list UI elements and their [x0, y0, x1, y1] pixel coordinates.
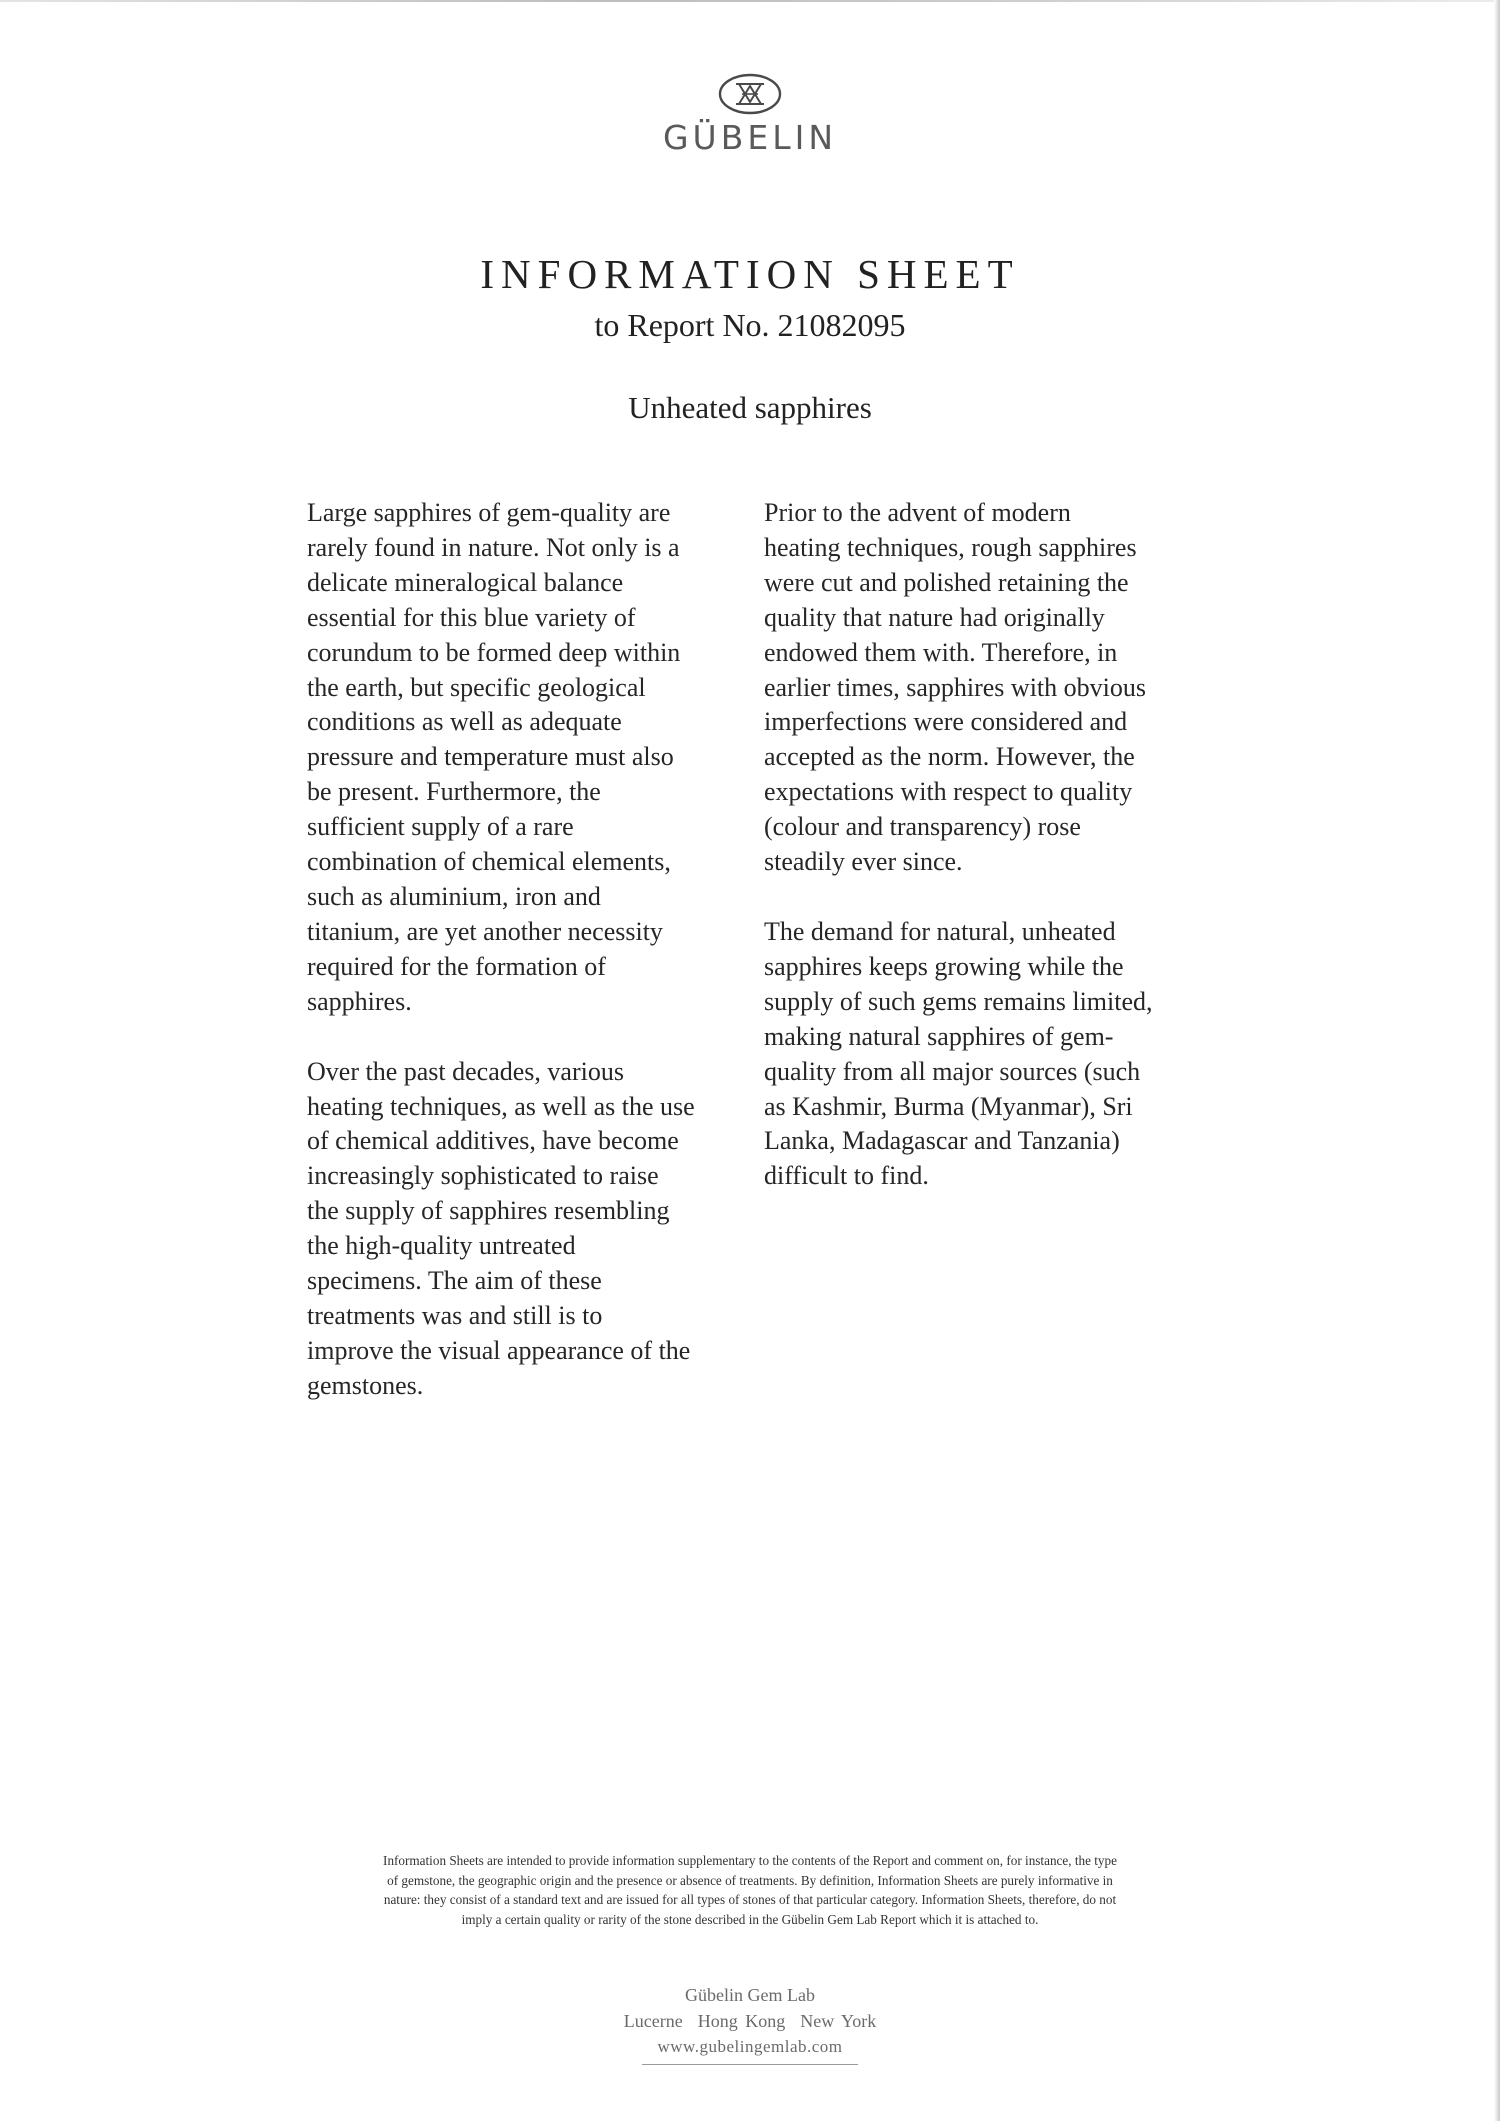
footer [0, 1982, 1500, 2065]
page-subtitle: Unheated sapphires [628, 390, 872, 425]
paragraph: Prior to the advent of modern heating techniques, rough sapphires were cut and polished retaining the quality that nature had originally endowed them with. Therefore, in earlier times, sapphires with obvious imperfections were considered and accepted as the norm. However, the expectations with respect to quality (colour and transparency) rose steadily ever since. [764, 498, 1146, 877]
gubelin-wordmark: GÜBELIN [662, 118, 838, 157]
report-number: to Report No. 21082095 [594, 307, 906, 343]
title-block [0, 248, 1500, 428]
right-column [764, 496, 1204, 1229]
footer-lab-name: Gübelin Gem Lab [685, 1985, 815, 2005]
paragraph: Over the past decades, various heating techniques, as well as the use of chemical additives, have become increasingly sophisticated to raise the supply of sapphires resembling the high-quality untreated specimens. The aim of these treatments was and still is to improve the visual appearance of the gemstones. [307, 1056, 695, 1400]
footer-website-link[interactable]: www.gubelingemlab.com [657, 2037, 843, 2056]
page-title: INFORMATION SHEET [480, 251, 1020, 297]
gubelin-logo [0, 72, 1500, 157]
left-column [307, 496, 747, 1439]
footer-divider [642, 2064, 858, 2065]
gubelin-emblem-icon [717, 72, 783, 116]
paragraph: The demand for natural, unheated sapphires keeps growing while the supply of such gems remains limited, making natural sapphires of gem- quality from all major sources (such as Kashmir, Burma (Myanmar), Sri Lanka, Madagascar and Tanzania) difficult to find. [764, 916, 1153, 1191]
paragraph: Large sapphires of gem-quality are rarely found in nature. Not only is a delicate mineralogical balance essential for this blue variety of corundum to be formed deep within the earth, but specific geological conditions as well as adequate pressure and temperature must also be present. Furthermore, the sufficient supply of a rare combination of chemical elements, such as aluminium, iron and titanium, are yet another necessity required for the formation of sapphires. [307, 498, 681, 1016]
footer-cities: Lucerne Hong Kong New York [623, 2011, 877, 2031]
scan-edge-top [0, 0, 1500, 2]
disclaimer-text: Information Sheets are intended to provide information supplementary to the contents of the Report and comment on, for instance, the type of gemstone, the geographic origin and the presence or absence of treatments. By definition, Information Sheets are purely informative in nature: they consist of a standard text and are issued for all types of stones of that particular category. Information Sheets, therefore, do not imply a certain quality or rarity of the stone described in the Gübelin Gem Lab Report which it is attached to. [383, 1853, 1117, 1927]
